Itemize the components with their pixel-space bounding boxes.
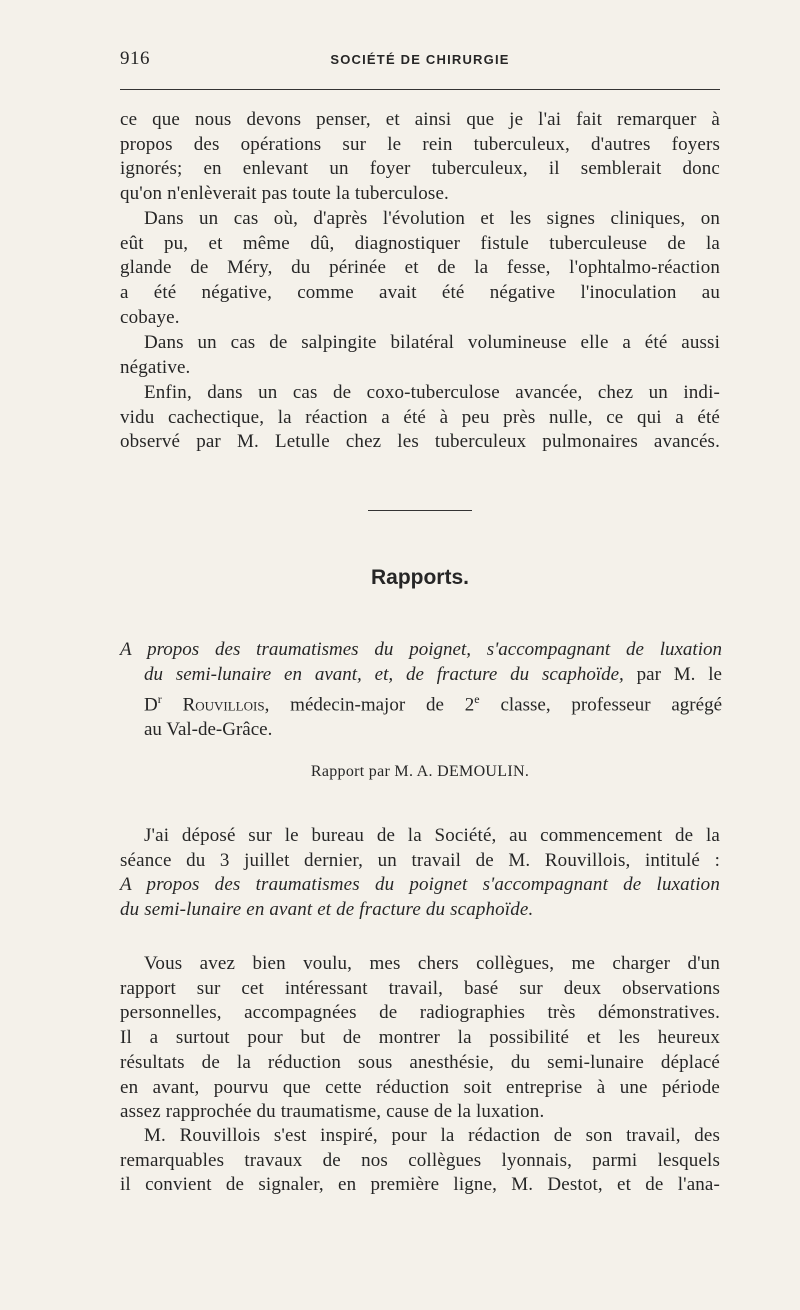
text-line: qu'on n'enlèverait pas toute la tuberculose. xyxy=(120,183,449,205)
report-title-line: A propos des traumatismes du poignet, s'accompagnant de luxation xyxy=(120,639,722,660)
text-line-italic: A propos des traumatismes du poignet s'accompagnant de luxation xyxy=(120,874,720,896)
author-rank-sup: e xyxy=(474,692,480,707)
report-heading xyxy=(120,638,722,743)
page-number: 916 xyxy=(120,48,150,69)
report-affiliation: au Val-de-Grâce. xyxy=(144,719,273,741)
text-line: propos des opérations sur le rein tuberculeux, d'autres foyers xyxy=(120,133,720,155)
text-line: assez rapprochée du traumatisme, cause de la luxation. xyxy=(120,1101,545,1123)
text-line: ignorés; en enlevant un foyer tuberculeux, il semblerait donc xyxy=(120,158,720,180)
text-line: ce que nous devons penser, et ainsi que je l'ai fait remarquer à xyxy=(120,109,720,130)
paragraph-7 xyxy=(120,1124,720,1198)
running-head: SOCIÉTÉ DE CHIRURGIE xyxy=(330,52,510,67)
text-line: eût pu, et même dû, diagnostiquer fistule tuberculeuse de la xyxy=(120,232,720,254)
text-line: rapport sur cet intéressant travail, basé sur deux observations xyxy=(120,977,720,999)
text-line: M. Rouvillois s'est inspiré, pour la rédaction de son travail, des xyxy=(144,1125,720,1146)
paragraph-4 xyxy=(120,381,720,455)
text-line: glande de Méry, du périnée et de la fesse, l'ophtalmo-réaction xyxy=(120,257,720,279)
report-author-line xyxy=(120,687,722,718)
text-line: observé par M. Letulle chez les tuberculeux pulmonaires avancés. xyxy=(120,431,720,453)
report-author-prefix: par M. le xyxy=(623,663,722,685)
paragraph-intro xyxy=(120,108,720,207)
author-rank: , médecin-major de 2 xyxy=(264,694,475,716)
page-header xyxy=(120,48,720,76)
text-line: Enfin, dans un cas de coxo-tuberculose avancée, chez un indi- xyxy=(144,382,720,403)
section-title: Rapports. xyxy=(370,566,469,589)
text-line: cobaye. xyxy=(120,306,180,328)
text-line: séance du 3 juillet dernier, un travail de M. Rouvillois, intitulé : xyxy=(120,849,720,871)
text-line: il convient de signaler, en première ligne, M. Destot, et de l'ana- xyxy=(120,1174,720,1196)
text-line: remarquables travaux de nos collègues lyonnais, parmi lesquels xyxy=(120,1149,720,1171)
text-line: Dans un cas où, d'après l'évolution et les signes cliniques, on xyxy=(144,208,720,229)
text-line: Vous avez bien voulu, mes chers collègues, me charger d'un xyxy=(144,953,720,974)
section-separator xyxy=(368,510,472,511)
text-line: négative. xyxy=(120,356,191,378)
text-line: en avant, pourvu que cette réduction soit entreprise à une période xyxy=(120,1076,720,1098)
report-title-italic: du semi-lunaire en avant, et, de fracture du scaphoïde, xyxy=(144,663,624,685)
paragraph-2 xyxy=(120,207,720,331)
text-line: J'ai déposé sur le bureau de la Société, au commencement de la xyxy=(144,825,720,846)
text-line: résultats de la réduction sous anesthésie, du semi-lunaire déplacé xyxy=(120,1051,720,1073)
text-line-italic: du semi-lunaire en avant et de fracture du scaphoïde. xyxy=(120,899,534,921)
author-title-sup: r xyxy=(157,692,162,707)
paragraph-3 xyxy=(120,331,720,380)
paragraph-5 xyxy=(120,824,720,923)
header-rule xyxy=(120,89,720,90)
report-title-line xyxy=(120,663,722,688)
text-line: Il a surtout pour but de montrer la possibilité et les heureux xyxy=(120,1027,720,1049)
text-line: vidu cachectique, la réaction a été à peu près nulle, ce qui a été xyxy=(120,406,720,428)
author-rank-end: classe, professeur agrégé xyxy=(479,694,722,716)
paragraph-6 xyxy=(120,952,720,1125)
author-title: D xyxy=(144,694,158,716)
author-name: Rouvillois xyxy=(182,694,265,716)
text-line: a été négative, comme avait été négative l'inoculation au xyxy=(120,282,720,304)
text-line: personnelles, accompagnées de radiographies très démonstratives. xyxy=(120,1002,720,1024)
report-by: Rapport par M. A. DEMOULIN. xyxy=(310,763,530,780)
text-line: Dans un cas de salpingite bilatéral volumineuse elle a été aussi xyxy=(144,332,720,353)
